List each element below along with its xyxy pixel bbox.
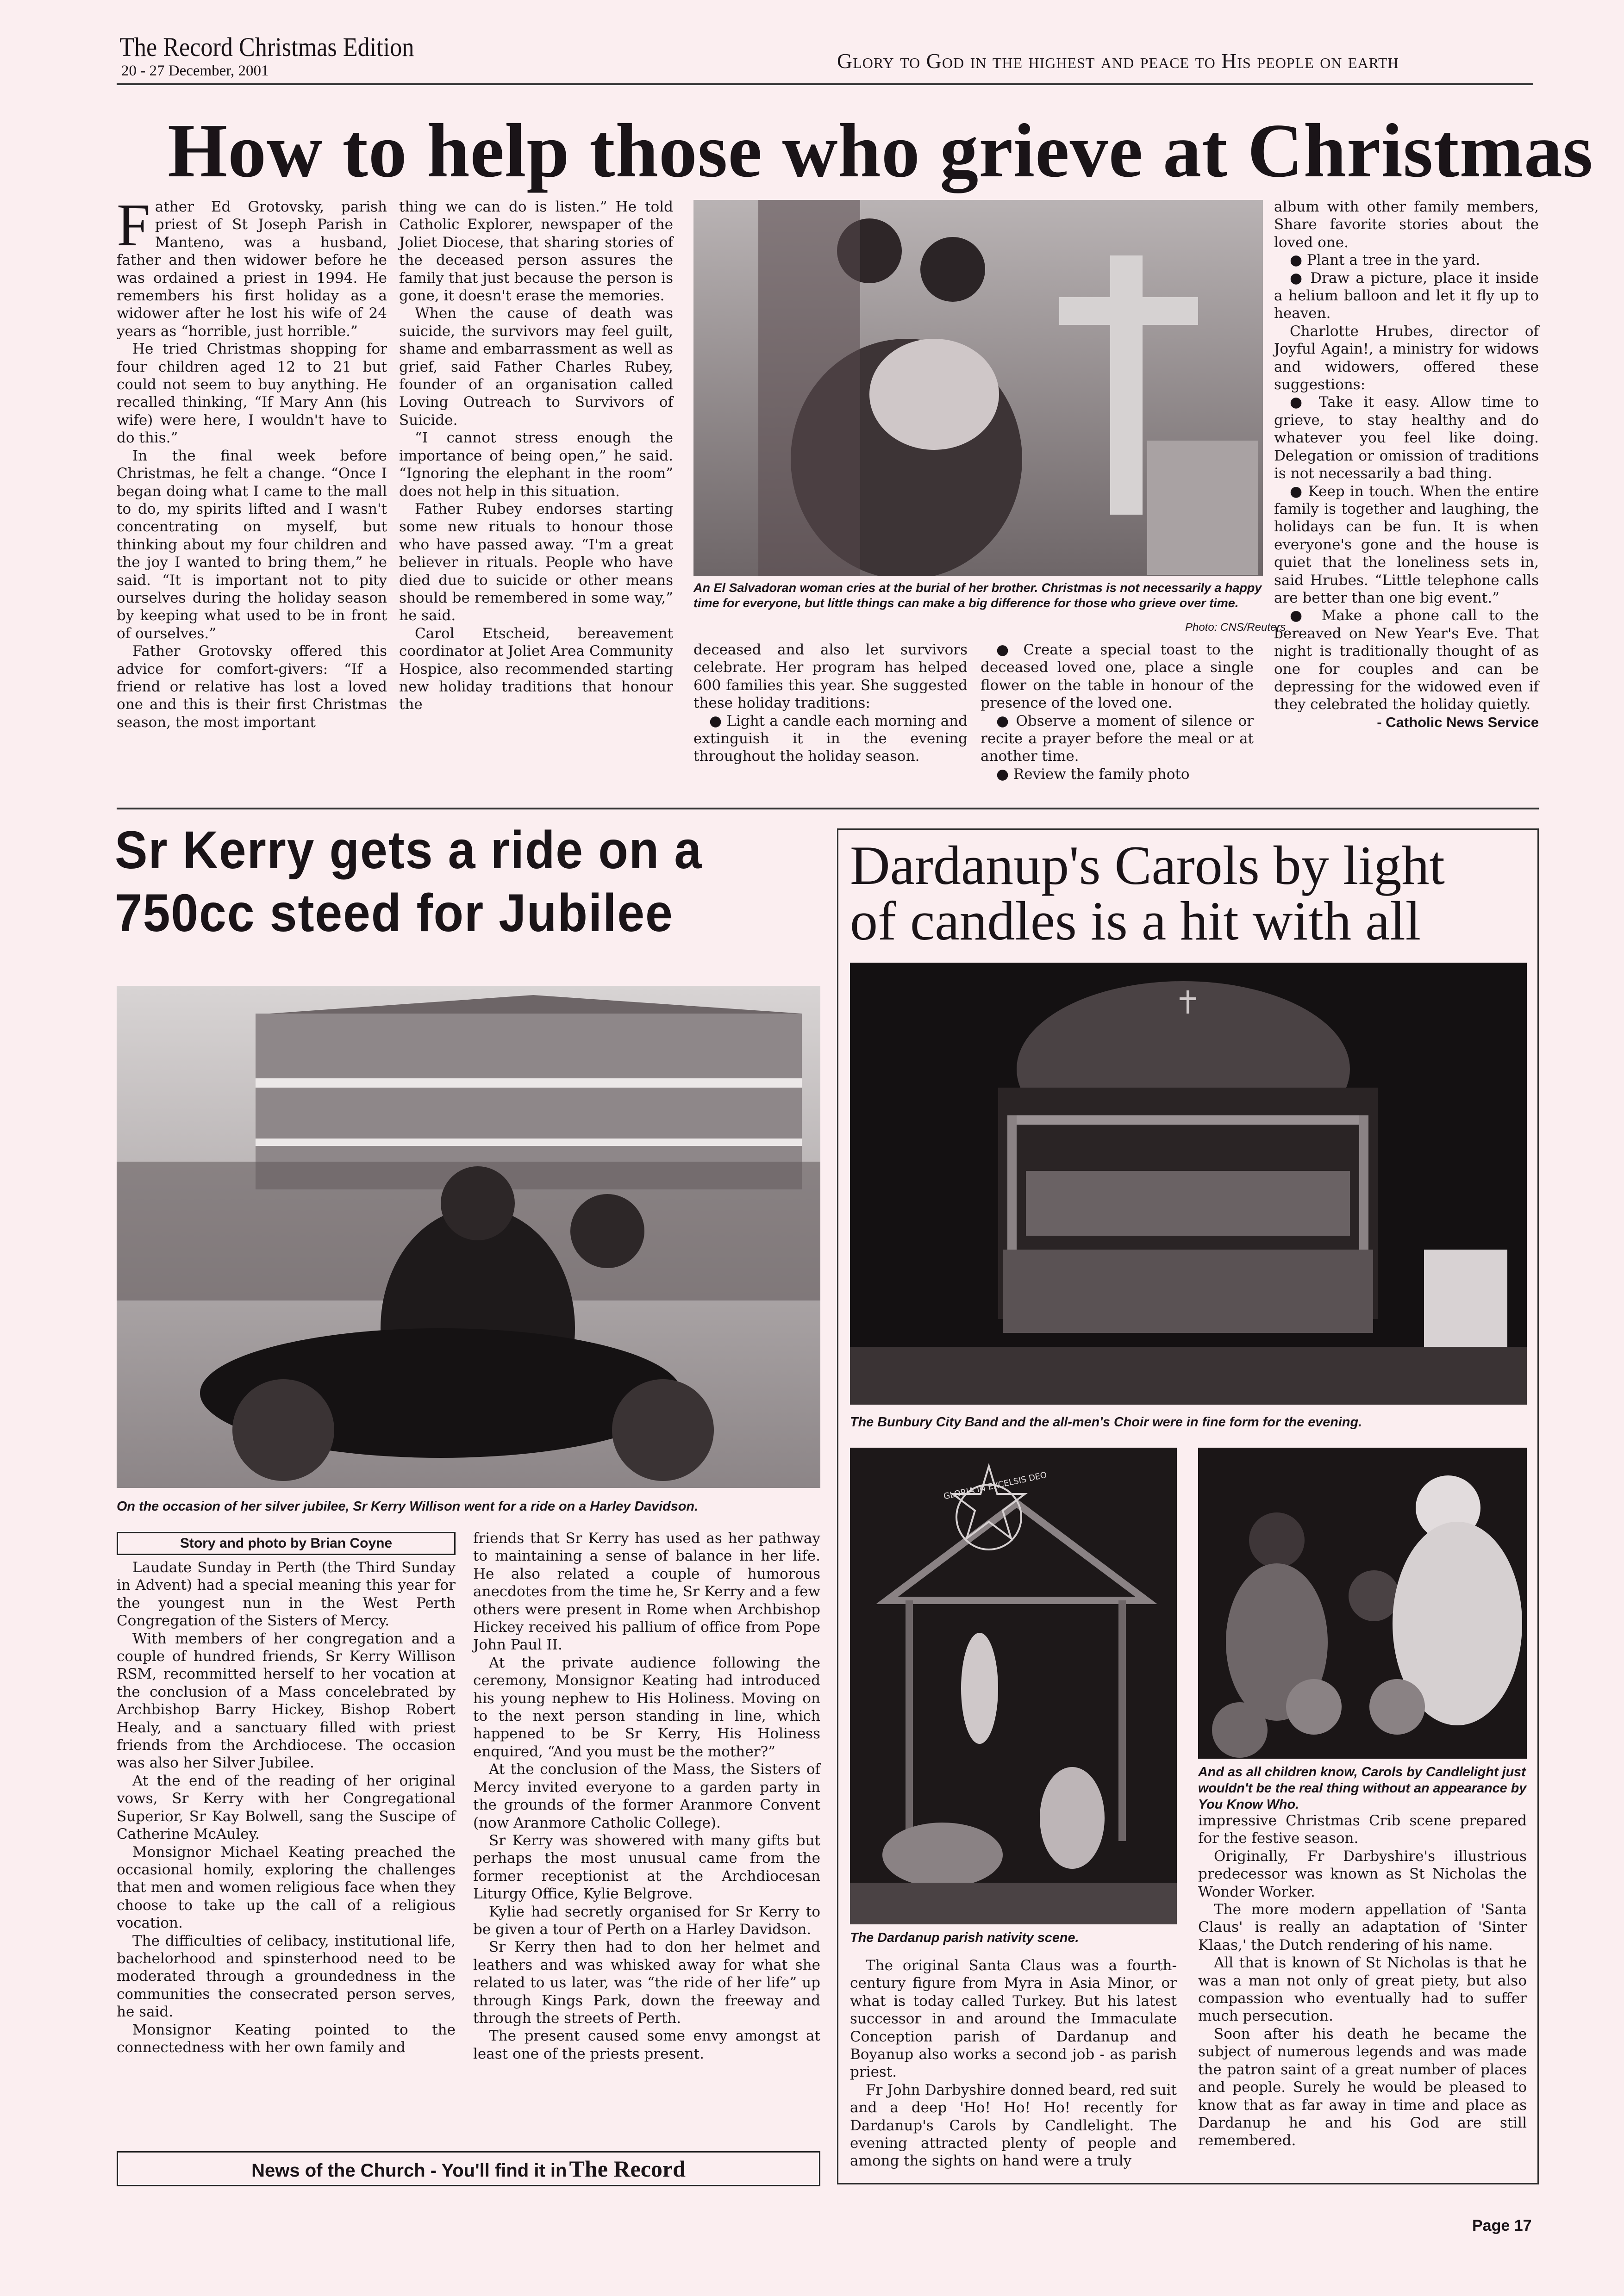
grieve-col-1-para: ather Ed Grotovsky, parish priest of St Joseph Parish in Manteno, was a husband, father and then widower before he was ordained a priest in 1994. He remembers his first holiday as a widower after he lost his wife of 24 years as “horrible, just horrible.” (117, 199, 387, 340)
dardanup-col-2 (1198, 1812, 1527, 2150)
grieve-dropcap: F (117, 192, 150, 259)
kerry-col-2-para: Sr Kerry was showered with many gifts but perhaps the most unusual came from the former receptionist at the Archdiocesan Liturgy Office, Kylie Belgrove. (473, 1832, 820, 1903)
masthead-rule (117, 83, 1533, 85)
kerry-col-1-para: With members of her congregation and a couple of hundred friends, Sr Kerry Willison RSM, recommitted herself to her vocation at the conclusion of a Mass concelebrated by Archbishop Barry Hickey, Bishop Robert Healy, and a sanctuary filled with priest friends from the Archdiocese. The occasion was also her Silver Jubilee. (117, 1630, 456, 1772)
grieve-col-5-para: ● Draw a picture, place it inside a helium balloon and let it fly up to heaven. (1274, 269, 1539, 322)
grieve-col-5-para: album with other family members, Share favorite stories about the loved one. (1274, 199, 1539, 251)
grieve-col-4-para: ● Review the family photo (996, 765, 1190, 783)
kerry-col-1-para: Monsignor Keating pointed to the connectedness with her own family and (117, 2021, 456, 2056)
kerry-col-2-para: At the conclusion of the Mass, the Sisters of Mercy invited everyone to a garden party in the grounds of the former Aranmore Convent (now Aranmore Catholic College). (473, 1761, 820, 1831)
kerry-col-1-para: Laudate Sunday in Perth (the Third Sunday in Advent) had a special meaning this year for the youngest nun in the West Perth Congregation of the Sisters of Mercy. (117, 1559, 456, 1630)
funeral-photo (693, 200, 1263, 576)
funeral-photo-credit: Photo: CNS/Reuters (1185, 621, 1286, 634)
grieve-headline: How to help those who grieve at Christmas (168, 108, 1593, 193)
grieve-col-3-para: ● Light a candle each morning and extinguish it in the evening throughout the holiday season. (693, 712, 968, 765)
dardanup-col-1-para: The original Santa Claus was a fourth-century figure from Myra in Asia Minor, or what is today called Turkey. But his latest successor in and around the Immaculate Conception parish of Dardanup and Boyanup also works a second job - as parish priest. (850, 1957, 1177, 2081)
grieve-col-2-para: When the cause of death was suicide, the survivors may feel guilt, shame and embarrassment as well as grief, said Father Charles Rubey, founder of an organisation called Loving Outreach to Survivors of Suicide. (399, 305, 673, 429)
band-photo-caption: The Bunbury City Band and the all-men's Choir were in fine form for the evening. (850, 1415, 1362, 1430)
grieve-col-3-para: deceased and also let survivors celebrate. Her program has helped 600 families this year. She suggested these holiday traditions: (693, 641, 968, 712)
kerry-col-2-para: Sr Kerry then had to don her helmet and leathers and was whisked away for what she related to us later, was “the ride of her life” up through Kings Park, down the freeway and through the streets of Perth. (473, 1939, 820, 2027)
santa-photo-caption: And as all children know, Carols by Candlelight just wouldn't be the real thing without an appearance by You Know Who. (1198, 1765, 1527, 1812)
kerry-col-1-para: The difficulties of celibacy, institutional life, bachelorhood and spinsterhood need to be moderated through a groundedness in the communities the consecrated person serves, he said. (117, 1932, 456, 2021)
kerry-col-2-para: The present caused some envy amongst at least one of the priests present. (473, 2028, 820, 2062)
grieve-col-5-para: ● Take it easy. Allow time to grieve, to stay healthy and do whatever you feel like doing. Delegation or omission of traditions is not necessarily a bad thing. (1274, 394, 1539, 482)
nativity-photo-caption: The Dardanup parish nativity scene. (850, 1930, 1079, 1945)
grieve-col-2 (399, 198, 673, 714)
record-promo-lead: News of the Church - You'll find it in (251, 2160, 567, 2181)
kerry-col-1 (117, 1559, 456, 2056)
record-promo-brand: The Record (569, 2156, 686, 2182)
grieve-col-1 (117, 192, 387, 731)
grieve-col-2-para: thing we can do is listen.” He told Catholic Explorer, newspaper of the Joliet Diocese, that sharing stories of the deceased person assures the family that just because the person is gone, it doesn't erase the memories. (399, 199, 673, 305)
nativity-banner-text: GLORIA IN EXCELSIS DEO (943, 1470, 1048, 1502)
grieve-signoff: - Catholic News Service (1377, 714, 1539, 730)
kerry-col-2-para: friends that Sr Kerry has used as her pathway to maintaining a sense of balance in her life. He also related a couple of humorous anecdotes from the time he, Sr Kerry and a few others were present in Rome when Archbishop Hickey received his pallium of office from Pope John Paul II. (473, 1530, 820, 1654)
grieve-col-4-para: ● Create a special toast to the deceased loved one, place a single flower on the table in honour of the presence of the loved one. (981, 641, 1254, 712)
grieve-col-2-para: Carol Etscheid, bereavement coordinator at Joliet Area Community Hospice, also recommended starting new holiday traditions that honour the (399, 625, 673, 713)
funeral-photo-caption: An El Salvadoran woman cries at the burial of her brother. Christmas is not necessarily a happy time for everyone, but little things can make a big difference for those who grieve over time. (693, 581, 1262, 610)
dardanup-col-2-para: All that is known of St Nicholas is that he was a man not only of great piety, but also compassion who eventually had to suffer much persecution. (1198, 1954, 1527, 2025)
masthead (0, 0, 1624, 97)
kerry-col-2-para: At the private audience following the ceremony, Monsignor Keating had introduced his young nephew to His Holiness. Moving on to the next person standing in line, which happened to be Sr Kerry, His Holiness enquired, “And you must be the mother?” (473, 1654, 820, 1760)
dardanup-col-2-para: Soon after his death he became the subject of numerous legends and was made the patron saint of a great number of places and people. Surely he would be pleased to know that as far away in time and place as Dardanup he and his God are still remembered. (1198, 2025, 1527, 2149)
kerry-col-2 (473, 1530, 820, 2063)
kerry-col-1-para: Monsignor Michael Keating preached the occasional homily, exploring the challenges that men and women religious face when they choose to take up the call of a religious vocation. (117, 1843, 456, 1932)
grieve-bottom-rule (117, 808, 1539, 809)
grieve-col-1-para: Father Grotovsky offered this advice for comfort-givers: “If a friend or relative has lost a loved one and this is their first Christmas season, the most important (117, 643, 387, 731)
grieve-col-5 (1274, 198, 1539, 731)
grieve-col-3 (693, 641, 968, 765)
dardanup-col-2-para: The more modern appellation of 'Santa Claus' is really an adaptation of 'Sinter Klaas,' the Dutch rendering of his name. (1198, 1901, 1527, 1954)
grieve-col-5-para: ● Keep in touch. When the entire family is together and laughing, the holidays can be fun. It is when everyone's gone and the house is quiet that the loneliness sets in, said Hrubes. “Little telephone calls are better than one big event.” (1274, 483, 1539, 606)
grieve-col-2-para: “I cannot stress enough the importance of being open,” he said. “Ignoring the elephant in the room” does not help in this situation. (399, 429, 673, 500)
dardanup-col-1 (850, 1957, 1177, 2170)
edition-dates: 20 - 27 December, 2001 (121, 62, 269, 79)
nativity-photo (850, 1448, 1177, 1924)
dardanup-col-2-para: impressive Christmas Crib scene prepared for the festive season. (1198, 1812, 1527, 1847)
band-photo (850, 963, 1527, 1405)
kerry-headline-1: Sr Kerry gets a ride on a (115, 821, 703, 880)
grieve-col-2-para: Father Rubey endorses starting some new rituals to honour those who have passed away. “I'm a great believer in rituals. People who have died due to suicide or other means should be remembered in some way,” he said. (399, 500, 673, 624)
santa-photo (1198, 1448, 1527, 1759)
kerry-col-1-para: At the end of the reading of her original vows, Sr Kerry with her Congregational Superior, Sr Kay Bolwell, sang the Suscipe of Catherine McAuley. (117, 1772, 456, 1843)
grieve-col-1-para: He tried Christmas shopping for four children aged 12 to 21 but could not seem to buy anything. He recalled thinking, “If Mary Ann (his wife) were here, I wouldn't have to do this.” (117, 341, 387, 447)
dardanup-col-1-para: Fr John Darbyshire donned beard, red suit and a deep 'Ho! Ho! Ho! recently for Dardanup's Carols by Candlelight. The evening attracted plenty of people and among the sights on hand were a truly (850, 2081, 1177, 2170)
edition-title: The Record Christmas Edition (119, 32, 414, 62)
page-number: Page 17 (1472, 2217, 1532, 2234)
dardanup-headline-2: of candles is a hit with all (850, 890, 1421, 952)
masthead-motto: Glory to God in the highest and peace to His people on earth (837, 49, 1399, 73)
harley-photo (117, 986, 820, 1488)
grieve-col-5-para: ● Make a phone call to the bereaved on New Year's Eve. That night is traditionally thought of as one for couples and can be depressing for the widowed even if they celebrated the holiday quietly. (1274, 607, 1539, 713)
record-promo-box (117, 2151, 820, 2186)
dardanup-headline-1: Dardanup's Carols by light (850, 834, 1445, 896)
grieve-col-4-para: ● Observe a moment of silence or recite a prayer before the meal or at another time. (981, 712, 1254, 765)
harley-photo-caption: On the occasion of her silver jubilee, Sr Kerry Willison went for a ride on a Harley Davidson. (117, 1499, 698, 1514)
kerry-byline (117, 1532, 456, 1555)
dardanup-col-2-para: Originally, Fr Darbyshire's illustrious predecessor was known as St Nicholas the Wonder Worker. (1198, 1848, 1527, 1900)
grieve-col-1-para: In the final week before Christmas, he felt a change. “Once I began doing what I came to the mall to do, my spirits lifted and I wasn't concentrating on myself, but thinking about my four children and the joy I wanted to bring them,” he said. “It is important not to pity ourselves during the holiday season by keeping what used to be in front of ourselves.” (117, 447, 387, 642)
grieve-col-4 (981, 641, 1254, 783)
grieve-col-5-para: Charlotte Hrubes, director of Joyful Again!, a ministry for widows and widowers, offered these suggestions: (1274, 323, 1539, 393)
grieve-col-5-para: ● Plant a tree in the yard. (1290, 252, 1480, 269)
kerry-byline-text: Story and photo by Brian Coyne (180, 1536, 393, 1551)
kerry-col-2-para: Kylie had secretly organised for Sr Kerry to be given a tour of Perth on a Harley Davidson. (473, 1903, 820, 1938)
kerry-headline-2: 750cc steed for Jubilee (115, 884, 674, 943)
